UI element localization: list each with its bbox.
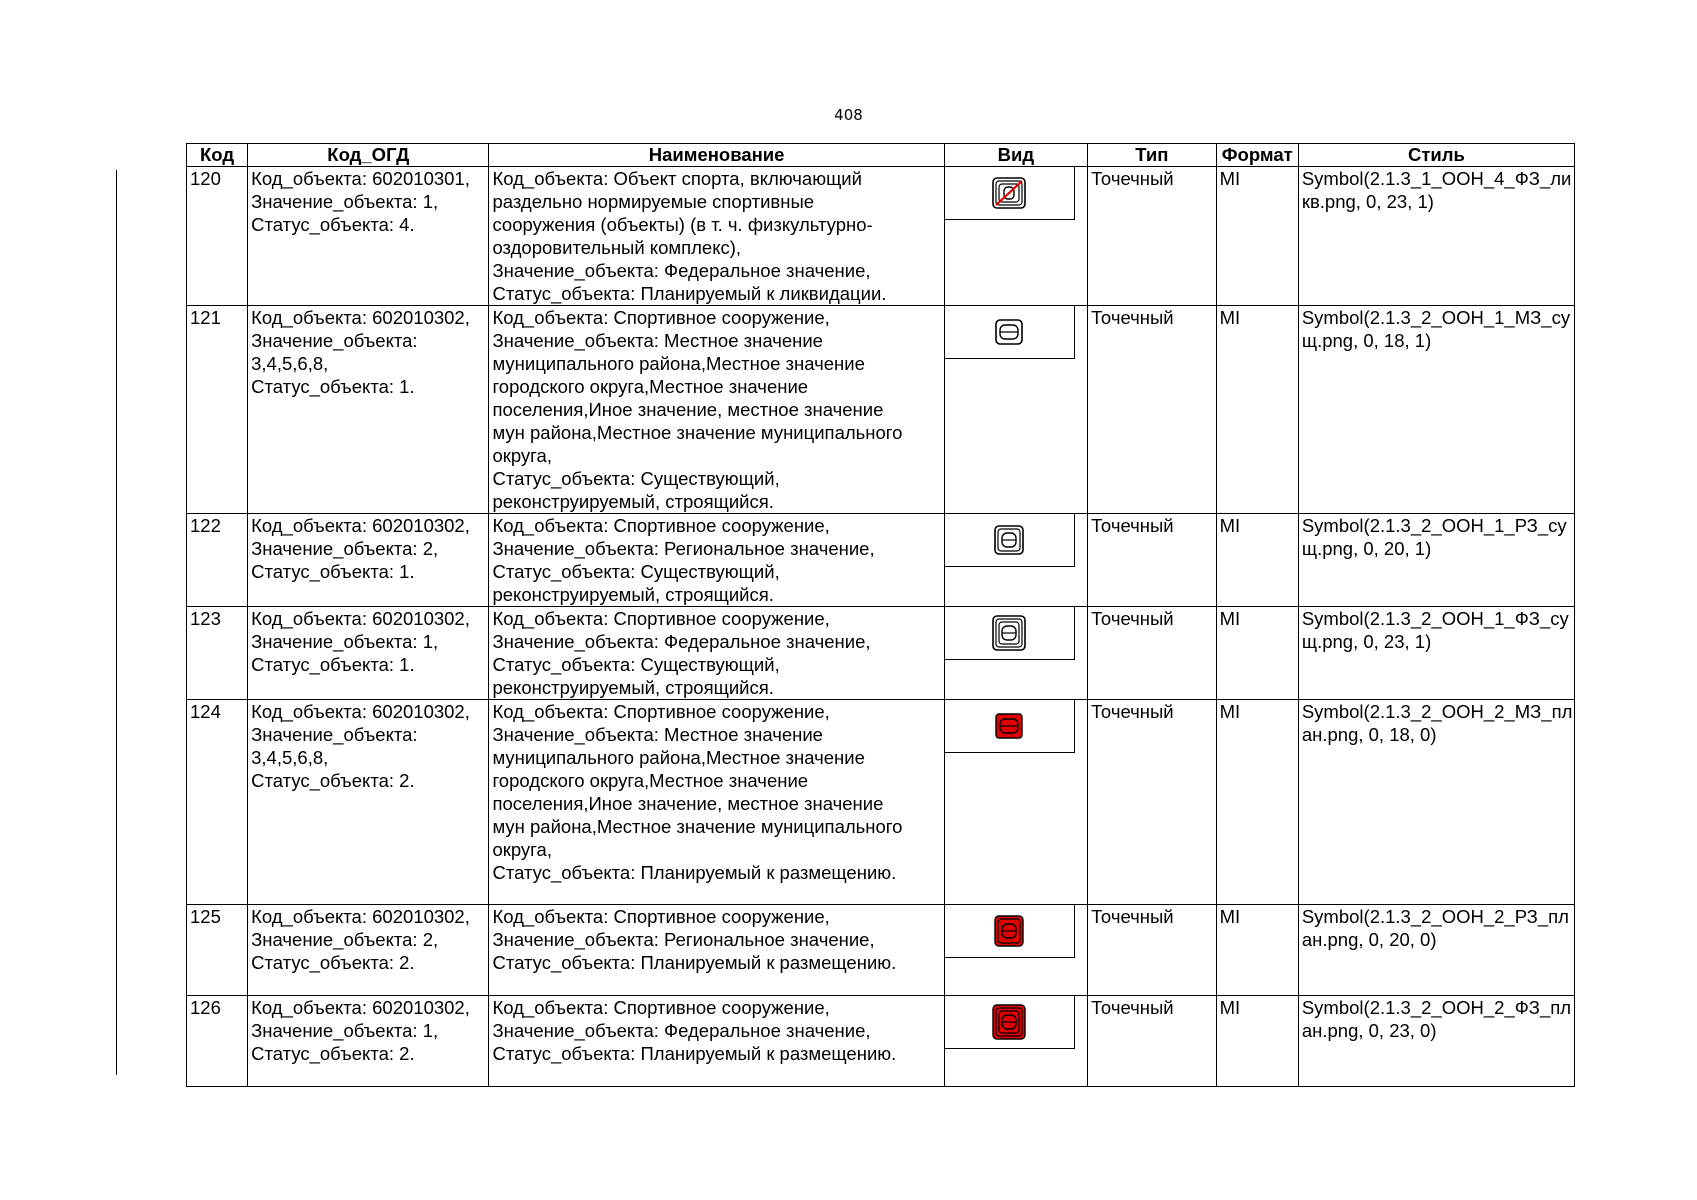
cell-style: Symbol(2.1.3_2_ООН_2_РЗ_пл ан.png, 0, 20, 0) <box>1298 905 1574 996</box>
sport-existing-regional-icon <box>994 525 1024 555</box>
table-row <box>187 514 1575 607</box>
cell-type: Точечный <box>1088 607 1217 700</box>
cell-code: 120 <box>187 167 248 306</box>
cell-name: Код_объекта: Спортивное сооружение, Значение_объекта: Местное значение муниципального района,Местное значение городского округа,Местное значение поселения,Иное значение, местное значение мун района,Местное значение муниципального округа, Статус_объекта: Существующий, реконструируемый, строящийся. <box>489 306 944 514</box>
cell-ogd: Код_объекта: 602010302, Значение_объекта: 1, Статус_объекта: 2. <box>248 996 489 1087</box>
cell-code: 121 <box>187 306 248 514</box>
cell-format: MI <box>1216 996 1298 1087</box>
cell-format: MI <box>1216 905 1298 996</box>
cell-view <box>944 607 1087 700</box>
cell-view <box>944 996 1087 1087</box>
cell-view <box>944 306 1087 514</box>
cell-style: Symbol(2.1.3_2_ООН_1_РЗ_су щ.png, 0, 20, 1) <box>1298 514 1574 607</box>
cell-name: Код_объекта: Спортивное сооружение, Значение_объекта: Федеральное значение, Статус_объекта: Существующий, реконструируемый, строящийся. <box>489 607 944 700</box>
cell-code: 126 <box>187 996 248 1087</box>
cell-format: MI <box>1216 514 1298 607</box>
cell-ogd: Код_объекта: 602010302, Значение_объекта: 1, Статус_объекта: 1. <box>248 607 489 700</box>
cell-code: 123 <box>187 607 248 700</box>
cell-view <box>944 905 1087 996</box>
header-code: Код <box>187 144 248 167</box>
cell-style: Symbol(2.1.3_2_ООН_2_ФЗ_пл ан.png, 0, 23, 0) <box>1298 996 1574 1087</box>
table-header-row <box>187 144 1575 167</box>
cell-type: Точечный <box>1088 700 1217 905</box>
page-number: 408 <box>834 106 863 124</box>
sport-planned-federal-icon <box>992 1004 1026 1040</box>
cell-view <box>944 167 1087 306</box>
sport-existing-local-icon <box>995 319 1023 345</box>
table-row <box>187 167 1575 306</box>
cell-view <box>944 514 1087 607</box>
cell-name: Код_объекта: Спортивное сооружение, Значение_объекта: Федеральное значение, Статус_объекта: Планируемый к размещению. <box>489 996 944 1087</box>
header-style: Стиль <box>1298 144 1574 167</box>
cell-ogd: Код_объекта: 602010302, Значение_объекта: 2, Статус_объекта: 1. <box>248 514 489 607</box>
cell-type: Точечный <box>1088 167 1217 306</box>
table-row <box>187 996 1575 1087</box>
sport-planned-local-icon <box>995 713 1023 739</box>
cell-name: Код_объекта: Спортивное сооружение, Значение_объекта: Региональное значение, Статус_объекта: Планируемый к размещению. <box>489 905 944 996</box>
header-ogd: Код_ОГД <box>248 144 489 167</box>
header-type: Тип <box>1088 144 1217 167</box>
sport-existing-federal-icon <box>992 615 1026 651</box>
table-row <box>187 905 1575 996</box>
cell-name: Код_объекта: Спортивное сооружение, Значение_объекта: Местное значение муниципального района,Местное значение городского округа,Местное значение поселения,Иное значение, местное значение мун района,Местное значение муниципального округа, Статус_объекта: Планируемый к размещению. <box>489 700 944 905</box>
header-format: Формат <box>1216 144 1298 167</box>
cell-ogd: Код_объекта: 602010302, Значение_объекта: 2, Статус_объекта: 2. <box>248 905 489 996</box>
cell-ogd: Код_объекта: 602010301, Значение_объекта: 1, Статус_объекта: 4. <box>248 167 489 306</box>
cell-format: MI <box>1216 306 1298 514</box>
header-name: Наименование <box>489 144 944 167</box>
cell-name: Код_объекта: Спортивное сооружение, Значение_объекта: Региональное значение, Статус_объекта: Существующий, реконструируемый, строящийся. <box>489 514 944 607</box>
cell-type: Точечный <box>1088 905 1217 996</box>
cell-ogd: Код_объекта: 602010302, Значение_объекта: 3,4,5,6,8, Статус_объекта: 2. <box>248 700 489 905</box>
symbol-table <box>186 143 1575 1087</box>
header-view: Вид <box>944 144 1087 167</box>
cell-style: Symbol(2.1.3_2_ООН_2_МЗ_пл ан.png, 0, 18, 0) <box>1298 700 1574 905</box>
cell-code: 124 <box>187 700 248 905</box>
cell-name: Код_объекта: Объект спорта, включающий раздельно нормируемые спортивные сооружения (объекты) (в т. ч. физкультурно- оздоровительный комплекс), Значение_объекта: Федеральное значение, Статус_объекта: Планируемый к ликвидации. <box>489 167 944 306</box>
cell-format: MI <box>1216 700 1298 905</box>
table-row <box>187 306 1575 514</box>
cell-type: Точечный <box>1088 514 1217 607</box>
cell-view <box>944 700 1087 905</box>
table-row <box>187 607 1575 700</box>
table-row <box>187 700 1575 905</box>
cell-ogd: Код_объекта: 602010302, Значение_объекта: 3,4,5,6,8, Статус_объекта: 1. <box>248 306 489 514</box>
sport-liquidation-federal-icon <box>992 177 1026 209</box>
cell-type: Точечный <box>1088 306 1217 514</box>
cell-code: 122 <box>187 514 248 607</box>
cell-code: 125 <box>187 905 248 996</box>
cell-type: Точечный <box>1088 996 1217 1087</box>
cell-format: MI <box>1216 607 1298 700</box>
cell-style: Symbol(2.1.3_2_ООН_1_МЗ_су щ.png, 0, 18, 1) <box>1298 306 1574 514</box>
margin-line <box>116 170 117 1075</box>
cell-format: MI <box>1216 167 1298 306</box>
cell-style: Symbol(2.1.3_1_ООН_4_ФЗ_ли кв.png, 0, 23, 1) <box>1298 167 1574 306</box>
cell-style: Symbol(2.1.3_2_ООН_1_ФЗ_су щ.png, 0, 23, 1) <box>1298 607 1574 700</box>
sport-planned-regional-icon <box>994 915 1024 947</box>
